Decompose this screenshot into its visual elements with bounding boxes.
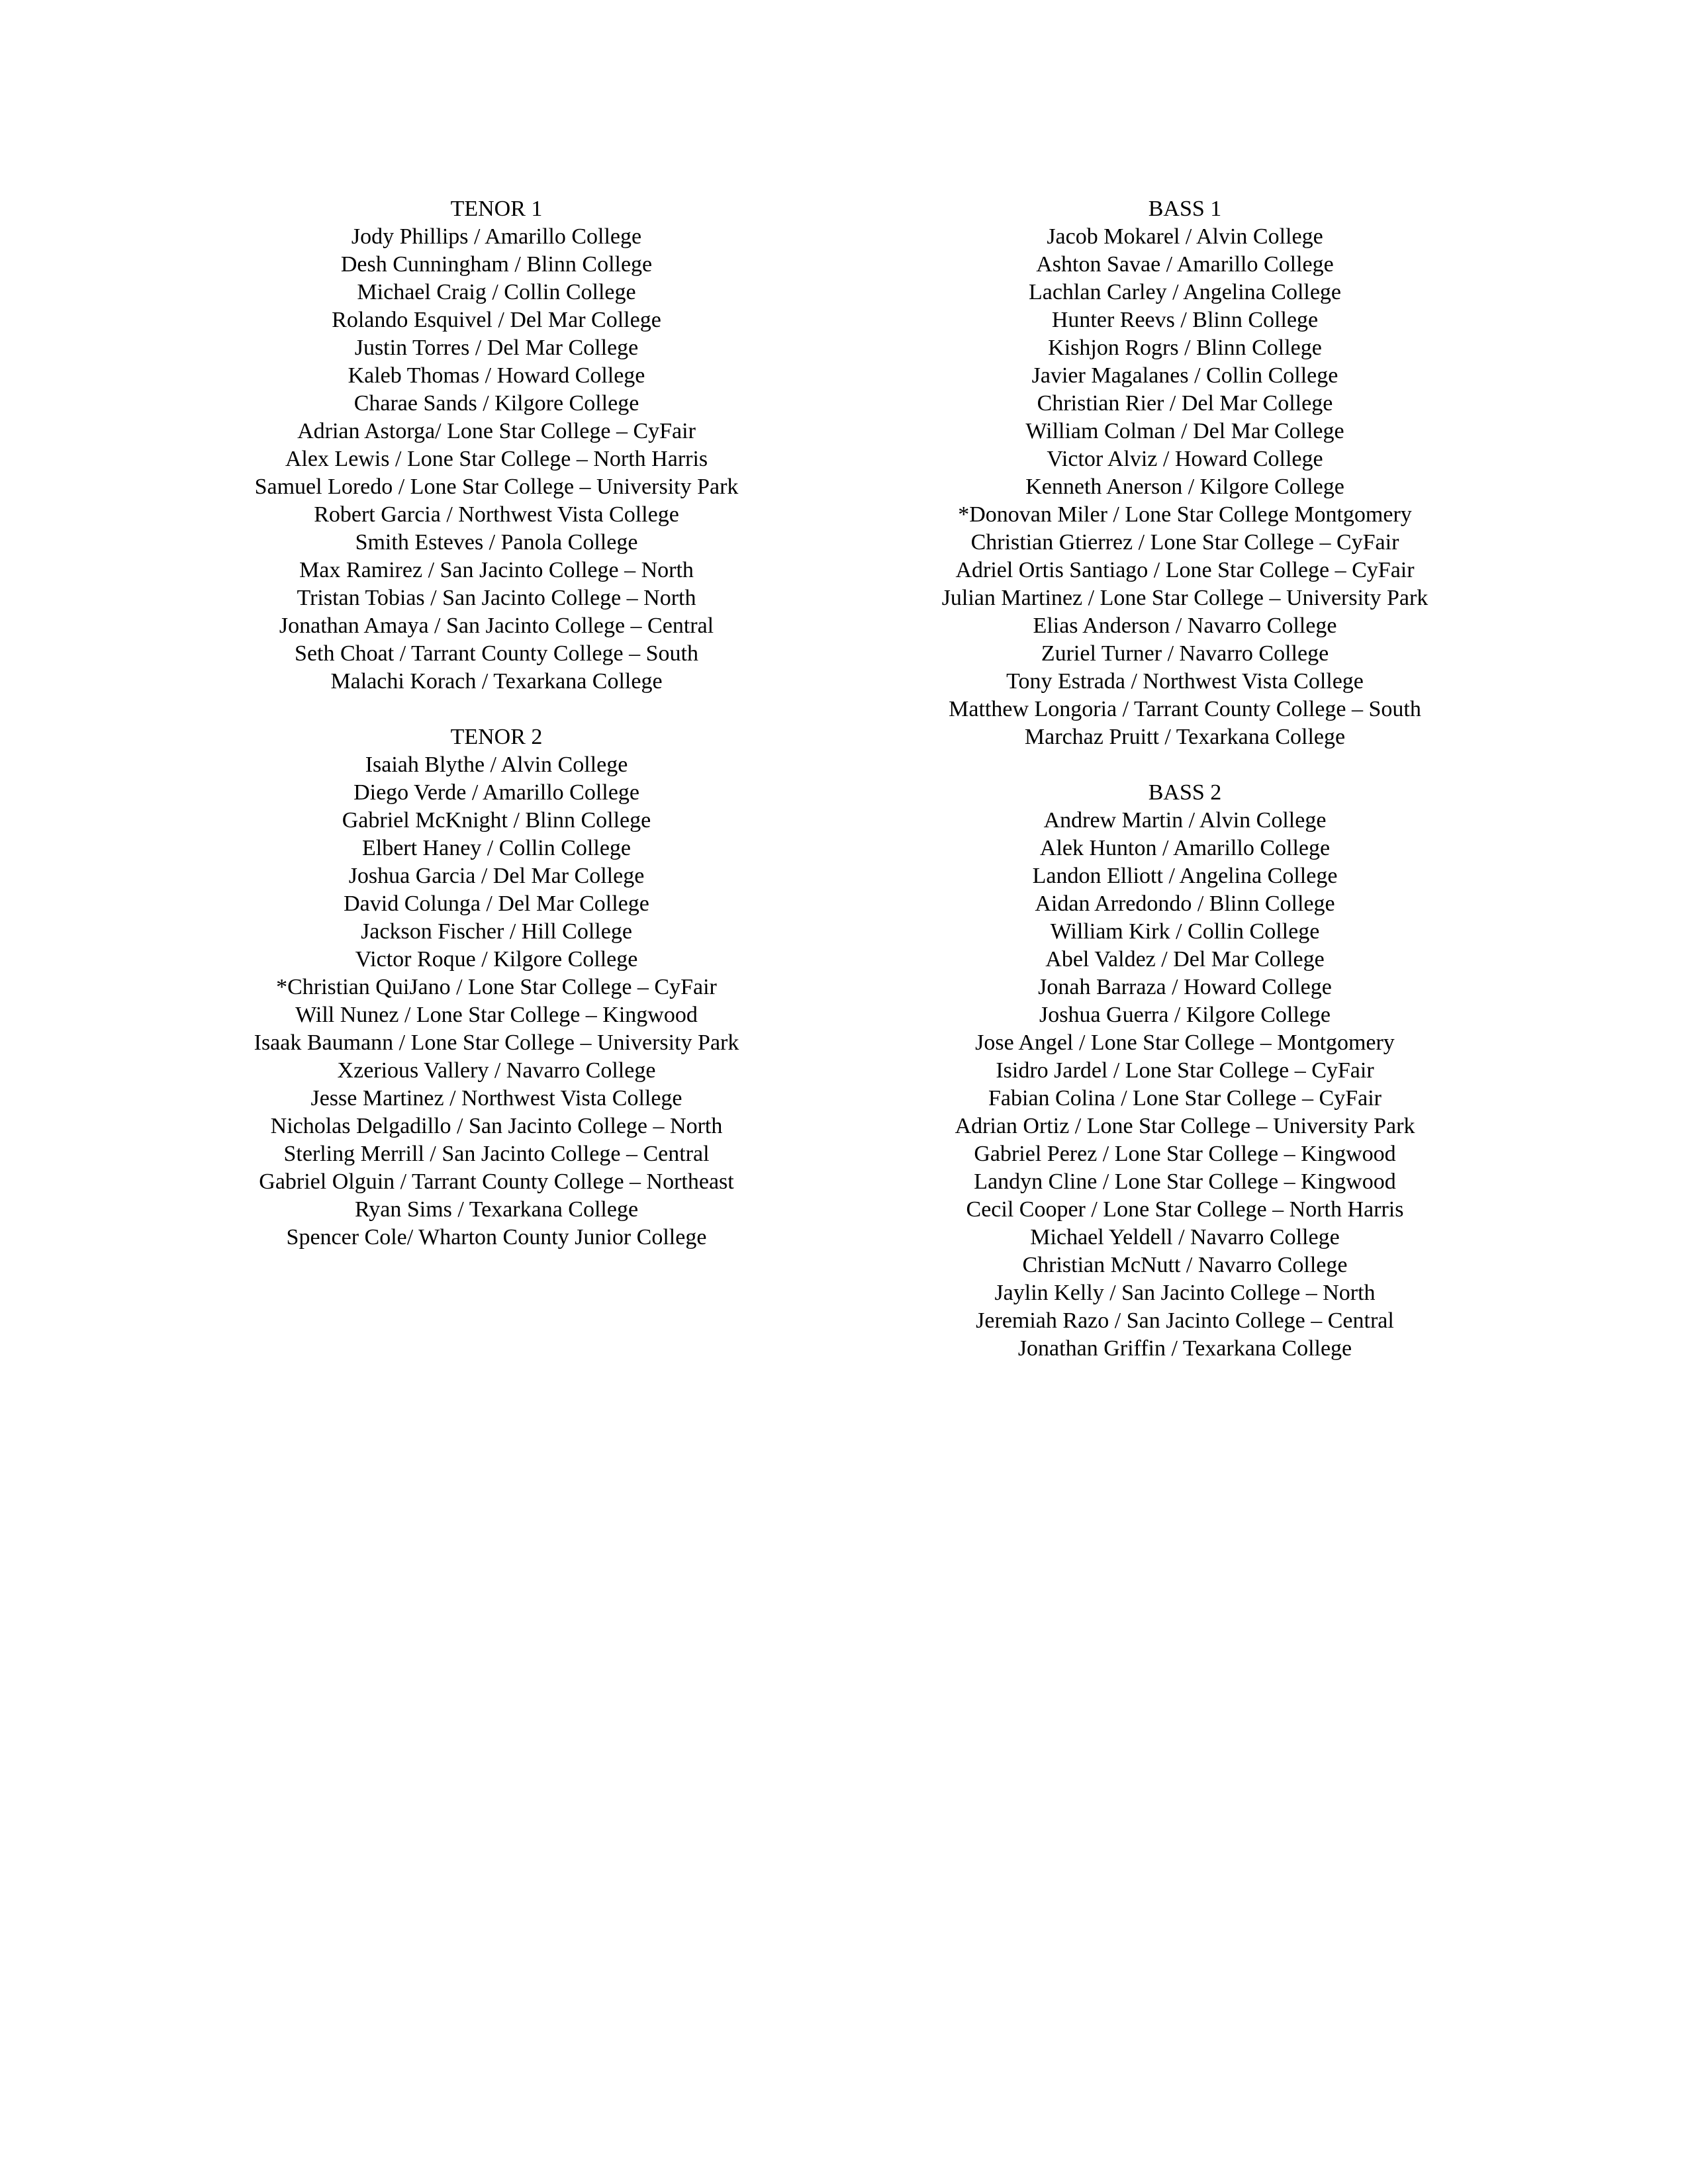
member-entry: Alex Lewis / Lone Star College – North Harris: [285, 447, 708, 471]
member-entry: Robert Garcia / Northwest Vista College: [314, 502, 679, 527]
member-entry: Jackson Fischer / Hill College: [361, 919, 632, 944]
member-entry: Gabriel Perez / Lone Star College – Kingwood: [974, 1142, 1396, 1166]
member-entry: Elbert Haney / Collin College: [361, 836, 632, 860]
member-entry: Marchaz Pruitt / Texarkana College: [1024, 725, 1346, 749]
member-entry: Adrian Ortiz / Lone Star College – University Park: [955, 1114, 1415, 1138]
member-entry: Michael Yeldell / Navarro College: [1030, 1225, 1340, 1250]
member-entry: Javier Magalanes / Collin College: [1031, 363, 1338, 388]
member-entry: Seth Choat / Tarrant County College – South: [295, 641, 698, 666]
member-entry: Hunter Reevs / Blinn College: [1051, 308, 1319, 332]
member-entry: Victor Alviz / Howard College: [1047, 447, 1323, 471]
section-title-bass-2: BASS 2: [1148, 780, 1222, 805]
member-entry: Landyn Cline / Lone Star College – Kingwood: [974, 1169, 1396, 1194]
member-entry: Justin Torres / Del Mar College: [354, 336, 639, 360]
right-column: [887, 195, 1483, 1363]
member-entry: Isidro Jardel / Lone Star College – CyFair: [996, 1058, 1374, 1083]
member-entry: Michael Craig / Collin College: [357, 280, 636, 304]
member-entry: Landon Elliott / Angelina College: [1032, 864, 1338, 888]
member-entry: Jacob Mokarel / Alvin College: [1047, 224, 1323, 249]
member-entry: Matthew Longoria / Tarrant County College – South: [949, 697, 1421, 721]
member-entry: *Donovan Miler / Lone Star College Montgomery: [958, 502, 1412, 527]
member-entry: *Christian QuiJano / Lone Star College – CyFair: [276, 975, 717, 999]
member-list-tenor-2: [199, 751, 794, 1251]
member-entry: William Colman / Del Mar College: [1025, 419, 1344, 443]
member-entry: Alek Hunton / Amarillo College: [1039, 836, 1331, 860]
member-entry: Tristan Tobias / San Jacinto College – North: [297, 586, 696, 610]
member-entry: Diego Verde / Amarillo College: [353, 780, 639, 805]
member-entry: Victor Roque / Kilgore College: [355, 947, 638, 972]
member-entry: Malachi Korach / Texarkana College: [330, 669, 663, 694]
section-tenor-2: [199, 723, 794, 1251]
section-title-tenor-2: TENOR 2: [450, 725, 543, 749]
member-entry: Jody Phillips / Amarillo College: [351, 224, 642, 249]
member-entry: Isaiah Blythe / Alvin College: [365, 752, 628, 777]
member-entry: Zuriel Turner / Navarro College: [1041, 641, 1329, 666]
member-entry: Fabian Colina / Lone Star College – CyFair: [988, 1086, 1382, 1111]
section-bass-2: [887, 779, 1483, 1363]
left-column: [199, 195, 794, 1251]
member-entry: Ryan Sims / Texarkana College: [354, 1197, 639, 1222]
member-entry: Charae Sands / Kilgore College: [353, 391, 639, 416]
member-entry: Adrian Astorga/ Lone Star College – CyFair: [297, 419, 696, 443]
member-list-bass-1: [887, 223, 1483, 751]
member-entry: Elias Anderson / Navarro College: [1033, 614, 1337, 638]
member-entry: Christian McNutt / Navarro College: [1022, 1253, 1348, 1277]
member-entry: Sterling Merrill / San Jacinto College – Central: [283, 1142, 710, 1166]
member-entry: Samuel Loredo / Lone Star College – University Park: [254, 475, 739, 499]
member-entry: Jaylin Kelly / San Jacinto College – North: [994, 1281, 1376, 1305]
member-entry: Spencer Cole/ Wharton County Junior College: [286, 1225, 707, 1250]
member-entry: Jeremiah Razo / San Jacinto College – Central: [976, 1308, 1394, 1333]
member-entry: Rolando Esquivel / Del Mar College: [332, 308, 661, 332]
member-entry: Cecil Cooper / Lone Star College – North Harris: [966, 1197, 1404, 1222]
member-entry: Nicholas Delgadillo / San Jacinto College – North: [270, 1114, 723, 1138]
section-tenor-1: [199, 195, 794, 696]
member-entry: Jonathan Amaya / San Jacinto College – Central: [279, 614, 714, 638]
member-entry: Ashton Savae / Amarillo College: [1036, 252, 1334, 277]
member-entry: Xzerious Vallery / Navarro College: [337, 1058, 656, 1083]
section-title-tenor-1: TENOR 1: [450, 197, 543, 221]
member-entry: Jose Angel / Lone Star College – Montgomery: [975, 1030, 1395, 1055]
member-entry: Abel Valdez / Del Mar College: [1045, 947, 1325, 972]
member-entry: Will Nunez / Lone Star College – Kingwood: [295, 1003, 698, 1027]
member-entry: Gabriel McKnight / Blinn College: [342, 808, 651, 833]
member-list-bass-2: [887, 807, 1483, 1363]
member-entry: Isaak Baumann / Lone Star College – University Park: [254, 1030, 739, 1055]
member-entry: Kishjon Rogrs / Blinn College: [1048, 336, 1322, 360]
member-entry: Kenneth Anerson / Kilgore College: [1025, 475, 1344, 499]
member-entry: Gabriel Olguin / Tarrant County College – Northeast: [259, 1169, 734, 1194]
member-entry: Kaleb Thomas / Howard College: [348, 363, 645, 388]
member-entry: Joshua Garcia / Del Mar College: [348, 864, 645, 888]
member-list-tenor-1: [199, 223, 794, 696]
member-entry: Joshua Guerra / Kilgore College: [1039, 1003, 1331, 1027]
member-entry: Julian Martinez / Lone Star College – University Park: [941, 586, 1429, 610]
member-entry: Jesse Martinez / Northwest Vista College: [310, 1086, 682, 1111]
member-entry: Jonah Barraza / Howard College: [1038, 975, 1332, 999]
section-title-bass-1: BASS 1: [1148, 197, 1222, 221]
member-entry: Andrew Martin / Alvin College: [1043, 808, 1327, 833]
member-entry: Aidan Arredondo / Blinn College: [1035, 891, 1335, 916]
member-entry: Desh Cunningham / Blinn College: [340, 252, 653, 277]
member-entry: Smith Esteves / Panola College: [355, 530, 638, 555]
member-entry: Lachlan Carley / Angelina College: [1028, 280, 1342, 304]
member-entry: David Colunga / Del Mar College: [344, 891, 649, 916]
member-entry: Max Ramirez / San Jacinto College – North: [299, 558, 694, 582]
member-entry: Tony Estrada / Northwest Vista College: [1006, 669, 1364, 694]
section-bass-1: [887, 195, 1483, 751]
member-entry: Christian Rier / Del Mar College: [1037, 391, 1333, 416]
member-entry: Jonathan Griffin / Texarkana College: [1017, 1336, 1352, 1361]
member-entry: Christian Gtierrez / Lone Star College – CyFair: [970, 530, 1399, 555]
member-entry: Adriel Ortis Santiago / Lone Star College – CyFair: [955, 558, 1415, 582]
member-entry: William Kirk / Collin College: [1050, 919, 1320, 944]
